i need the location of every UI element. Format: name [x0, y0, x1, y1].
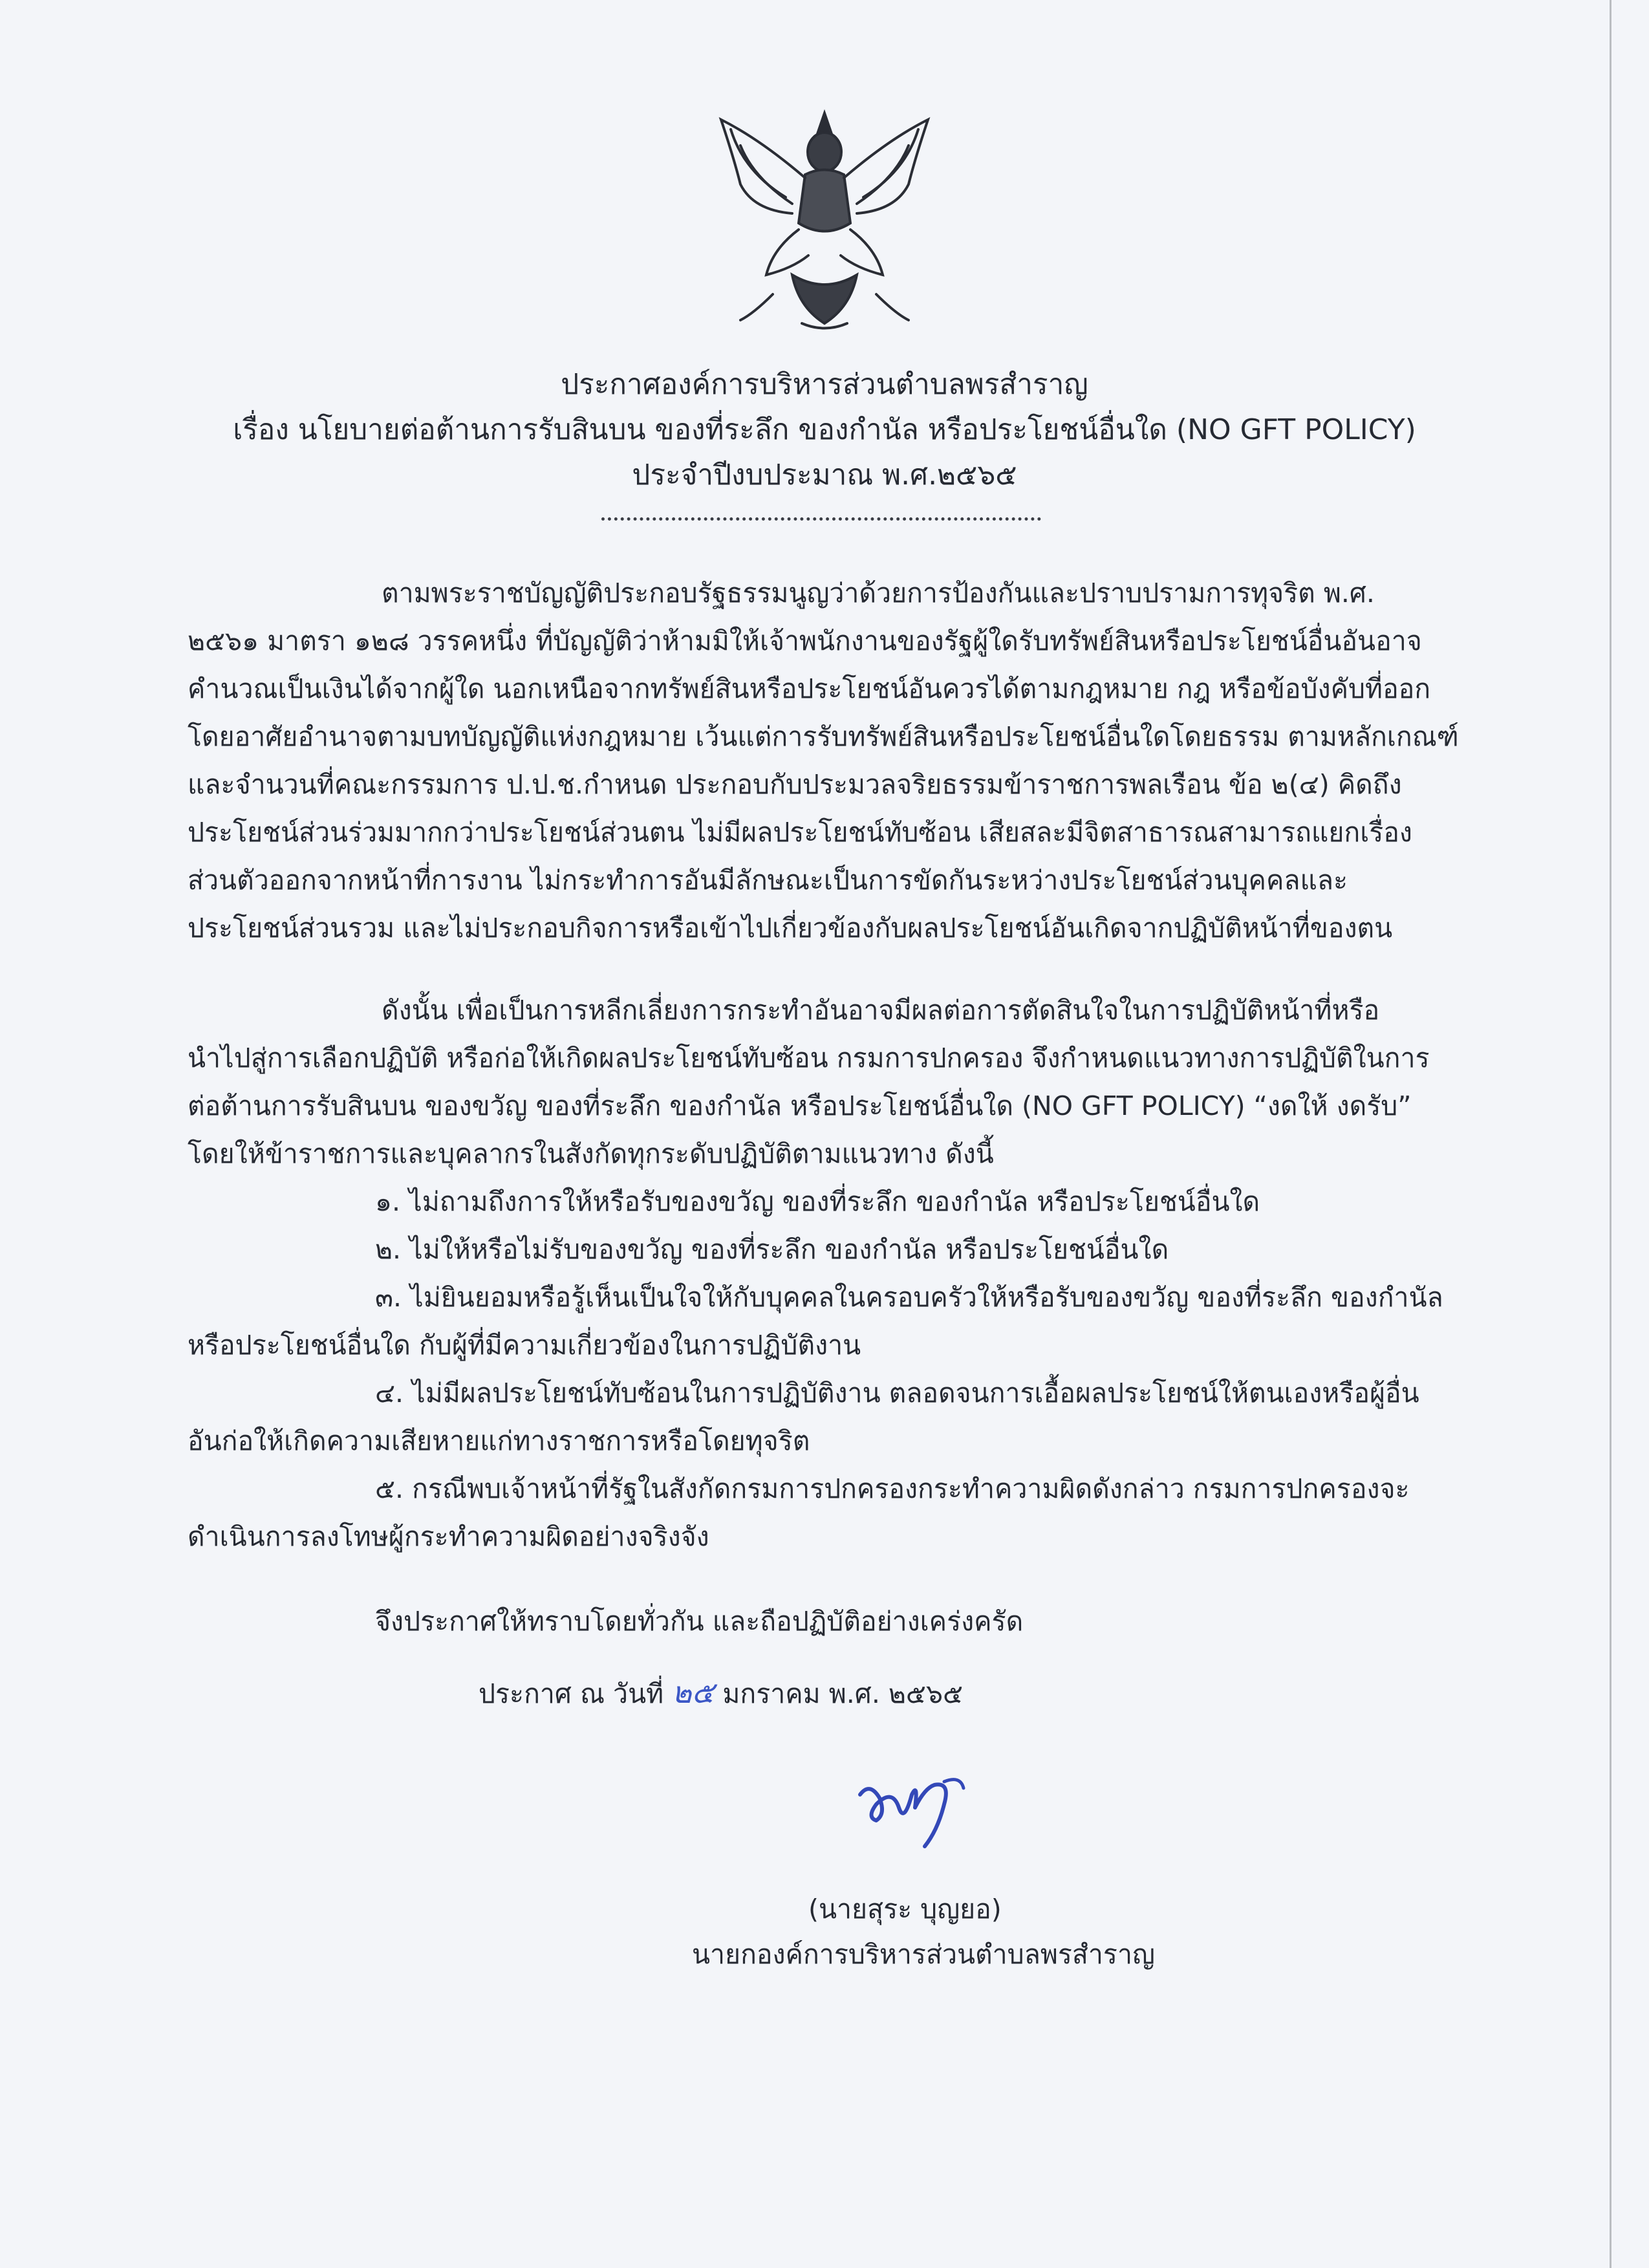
list-item-continuation: หรือประโยชน์อื่นใด กับผู้ที่มีความเกี่ยวข้องในการปฏิบัติงาน	[188, 1330, 861, 1361]
org-title: ประกาศองค์การบริหารส่วนตำบลพรสำราญ	[561, 368, 1088, 401]
date-rest: มกราคม พ.ศ. ๒๕๖๕	[722, 1678, 964, 1709]
handwritten-signature	[847, 1769, 983, 1853]
announcement-date	[479, 1669, 963, 1718]
paragraph-line: ตามพระราชบัญญัติประกอบรัฐธรรมนูญว่าด้วยการป้องกันและปราบปรามการทุจริต พ.ศ.	[382, 578, 1375, 609]
list-item: ๑. ไม่ถามถึงการให้หรือรับของขวัญ ของที่ระลึก ของกำนัล หรือประโยชน์อื่นใด	[375, 1186, 1260, 1217]
subject-line: เรื่อง นโยบายต่อต้านการรับสินบน ของที่ระลึก ของกำนัล หรือประโยชน์อื่นใด (NO GFT POLICY)	[233, 413, 1416, 446]
paragraph-line: ประโยชน์ส่วนรวม และไม่ประกอบกิจการหรือเข้าไปเกี่ยวข้องกับผลประโยชน์อันเกิดจากปฏิบัติหน้าที่ของตน	[188, 913, 1393, 944]
garuda-emblem-icon	[695, 100, 954, 340]
closing-statement: จึงประกาศให้ทราบโดยทั่วกัน และถือปฏิบัติอย่างเคร่งครัด	[375, 1606, 1024, 1637]
paragraph-line: ส่วนตัวออกจากหน้าที่การงาน ไม่กระทำการอันมีลักษณะเป็นการขัดกันระหว่างประโยชน์ส่วนบุคคลและ	[188, 865, 1348, 896]
paragraph-line: และจำนวนที่คณะกรรมการ ป.ป.ช.กำหนด ประกอบกับประมวลจริยธรรมข้าราชการพลเรือน ข้อ ๒(๔) คิดถึง	[188, 769, 1402, 800]
dotted-divider	[601, 517, 1041, 521]
list-item: ๕. กรณีพบเจ้าหน้าที่รัฐในสังกัดกรมการปกครองกระทำความผิดดังกล่าว กรมการปกครองจะ	[375, 1473, 1410, 1504]
list-item: ๓. ไม่ยินยอมหรือรู้เห็นเป็นใจให้กับบุคคลในครอบครัวให้หรือรับของขวัญ ของที่ระลึก ของกำนัล	[375, 1282, 1443, 1313]
list-item: ๔. ไม่มีผลประโยชน์ทับซ้อนในการปฏิบัติงาน ตลอดจนการเอื้อผลประโยชน์ให้ตนเองหรือผู้อื่น	[375, 1377, 1419, 1409]
paragraph-line: ต่อต้านการรับสินบน ของขวัญ ของที่ระลึก ของกำนัล หรือประโยชน์อื่นใด (NO GFT POLICY) “งดให้ งดรับ”	[188, 1090, 1412, 1121]
document-header	[162, 362, 1487, 498]
paragraph-line: โดยอาศัยอำนาจตามบทบัญญัติแห่งกฎหมาย เว้นแต่การรับทรัพย์สินหรือประโยชน์อื่นใดโดยธรรม ตามหลักเกณฑ์	[188, 721, 1459, 752]
paragraph-line: คำนวณเป็นเงินได้จากผู้ใด นอกเหนือจากทรัพย์สินหรือประโยชน์อันควรได้ตามกฎหมาย กฎ หรือข้อบังคับที่ออก	[188, 673, 1431, 704]
paragraph-line: ดังนั้น เพื่อเป็นการหลีกเลี่ยงการกระทำอันอาจมีผลต่อการตัดสินใจในการปฏิบัติหน้าที่หรือ	[382, 995, 1380, 1026]
fiscal-year-line: ประจำปีงบประมาณ พ.ศ.๒๕๖๕	[632, 459, 1017, 491]
paragraph-line: ประโยชน์ส่วนร่วมมากกว่าประโยชน์ส่วนตน ไม่มีผลประโยชน์ทับซ้อน เสียสละมีจิตสาธารณสามารถแยกเรื่อง	[188, 817, 1412, 848]
paragraph-1	[188, 569, 1459, 952]
paragraph-line: ๒๕๖๑ มาตรา ๑๒๘ วรรคหนึ่ง ที่บัญญัติว่าห้ามมิให้เจ้าพนักงานของรัฐผู้ใดรับทรัพย์สินหรือประโยชน์อื่นอันอาจ	[188, 625, 1422, 656]
signer-name: (นายสุระ บุญยอ)	[808, 1894, 1002, 1925]
signer-title: นายกองค์การบริหารส่วนตำบลพรสำราญ	[692, 1939, 1155, 1970]
paragraph-line: โดยให้ข้าราชการและบุคลากรในสังกัดทุกระดับปฏิบัติตามแนวทาง ดังนี้	[188, 1138, 994, 1169]
scan-edge	[1610, 0, 1611, 2268]
paragraph-2	[188, 986, 1455, 1561]
handwritten-day: ๒๕	[672, 1675, 715, 1710]
list-item-continuation: อันก่อให้เกิดความเสียหายแก่ทางราชการหรือโดยทุจริต	[188, 1425, 810, 1456]
list-item-continuation: ดำเนินการลงโทษผู้กระทำความผิดอย่างจริงจัง	[188, 1521, 709, 1552]
list-item: ๒. ไม่ให้หรือไม่รับของขวัญ ของที่ระลึก ของกำนัล หรือประโยชน์อื่นใด	[375, 1234, 1169, 1265]
paragraph-line: นำไปสู่การเลือกปฏิบัติ หรือก่อให้เกิดผลประโยชน์ทับซ้อน กรมการปกครอง จึงกำหนดแนวทางการปฏิบัติในการ	[188, 1042, 1430, 1074]
date-prefix: ประกาศ ณ วันที่	[479, 1678, 664, 1709]
